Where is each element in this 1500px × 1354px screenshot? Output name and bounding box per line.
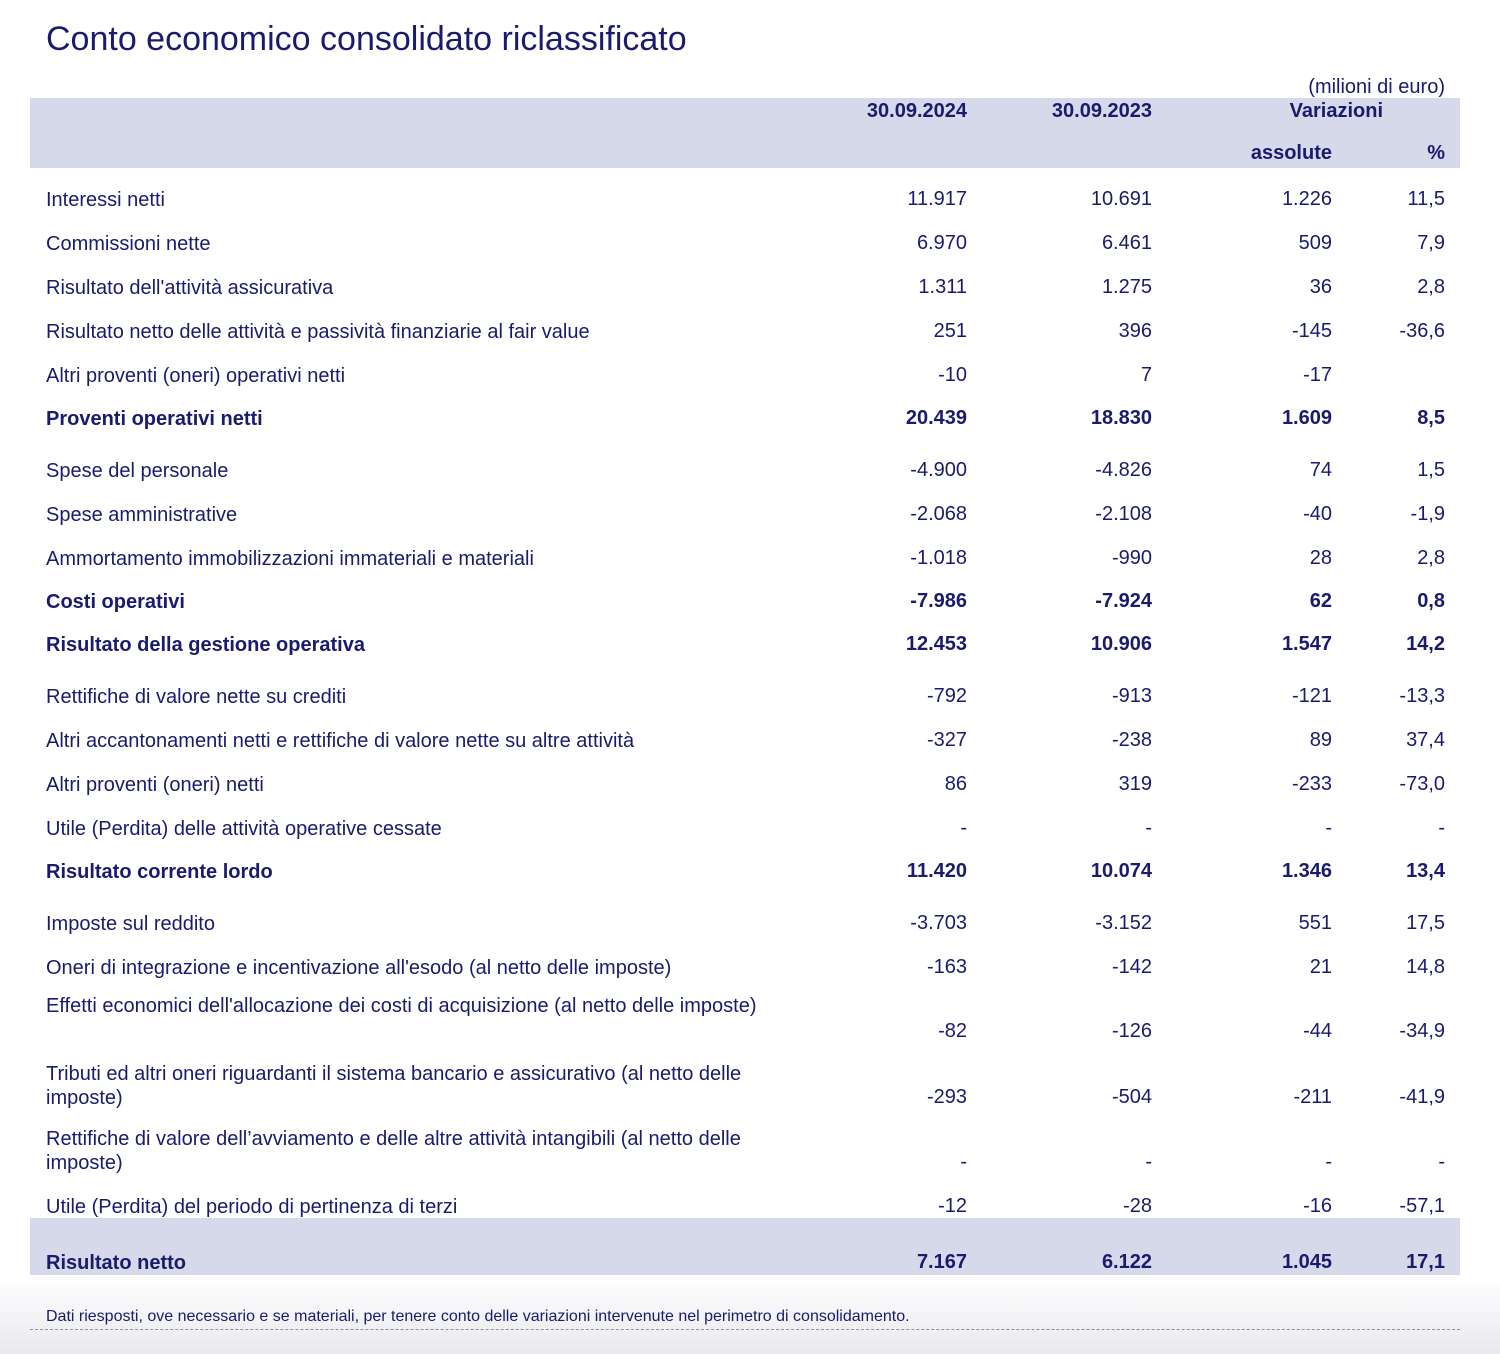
row-label: Altri accantonamenti netti e rettifiche di valore nette su altre attività xyxy=(46,730,635,752)
value-2024: -12 xyxy=(938,1195,967,1217)
value-2023: -142 xyxy=(1111,956,1152,978)
row-label: Altri proventi (oneri) netti xyxy=(46,774,264,796)
value-2023: 10.906 xyxy=(1090,633,1152,655)
variation-percent: - xyxy=(1438,1151,1445,1173)
value-2024: -3.703 xyxy=(910,912,967,934)
row-label: Risultato netto xyxy=(46,1252,186,1274)
row-label: Tributi ed altri oneri riguardanti il sistema bancario e assicurativo (al netto delle imposte) xyxy=(46,1063,742,1109)
value-2023: 6.122 xyxy=(1101,1251,1152,1273)
row-label: Risultato dell'attività assicurativa xyxy=(46,277,334,299)
value-2023: 319 xyxy=(1118,773,1152,795)
variation-percent: 37,4 xyxy=(1406,729,1445,751)
row-label: Commissioni nette xyxy=(46,233,211,255)
value-2023: 10.074 xyxy=(1090,860,1152,882)
value-2023: -28 xyxy=(1123,1195,1152,1217)
value-2023: -990 xyxy=(1111,547,1152,569)
variation-absolute: 1.346 xyxy=(1281,860,1332,882)
variation-percent: 11,5 xyxy=(1407,188,1445,210)
value-2023: - xyxy=(1145,817,1152,839)
row-label: Effetti economici dell'allocazione dei costi di acquisizione (al netto delle imposte) xyxy=(46,995,757,1017)
value-2023: 10.691 xyxy=(1090,188,1152,210)
variation-percent: -57,1 xyxy=(1399,1195,1445,1217)
value-2023: 1.275 xyxy=(1101,276,1152,298)
value-2024: -163 xyxy=(926,956,967,978)
row-label: Ammortamento immobilizzazioni immateriali e materiali xyxy=(46,548,534,570)
value-2023: -7.924 xyxy=(1095,590,1152,612)
value-2023: -126 xyxy=(1111,1020,1152,1042)
row-label: Altri proventi (oneri) operativi netti xyxy=(46,365,346,387)
variation-percent: 1,5 xyxy=(1417,459,1445,481)
value-2023: 18.830 xyxy=(1090,407,1152,429)
value-2024: -1.018 xyxy=(910,547,967,569)
row-label: Utile (Perdita) delle attività operative cessate xyxy=(46,818,442,840)
page-title: Conto economico consolidato riclassificato xyxy=(46,20,687,58)
value-2023: -3.152 xyxy=(1095,912,1152,934)
row-label: Interessi netti xyxy=(46,189,165,211)
value-2024: 11.420 xyxy=(906,860,967,882)
variation-absolute: 1.045 xyxy=(1281,1251,1332,1273)
variation-percent: 7,9 xyxy=(1417,232,1445,254)
variation-percent: -41,9 xyxy=(1399,1086,1445,1108)
value-2024: -10 xyxy=(938,364,967,386)
value-2024: -327 xyxy=(926,729,967,751)
row-label: Rettifiche di valore dell’avviamento e delle altre attività intangibili (al netto delle imposte) xyxy=(46,1128,741,1174)
row-label: Oneri di integrazione e incentivazione all'esodo (al netto delle imposte) xyxy=(46,957,672,979)
variation-absolute: -16 xyxy=(1303,1195,1332,1217)
variation-absolute: 89 xyxy=(1309,729,1332,751)
value-2023: -2.108 xyxy=(1095,503,1152,525)
row-label: Proventi operativi netti xyxy=(46,408,263,430)
value-2023: -913 xyxy=(1111,685,1152,707)
variation-absolute: -145 xyxy=(1291,320,1332,342)
variation-absolute: 1.609 xyxy=(1281,407,1332,429)
value-2024: -7.986 xyxy=(910,590,967,612)
variation-percent: 13,4 xyxy=(1406,860,1445,882)
value-2023: - xyxy=(1145,1151,1152,1173)
variation-absolute: -44 xyxy=(1303,1020,1332,1042)
variation-percent: -36,6 xyxy=(1399,320,1445,342)
variation-percent: 2,8 xyxy=(1417,547,1445,569)
variation-percent: 0,8 xyxy=(1417,590,1445,612)
value-2024: 6.970 xyxy=(916,232,967,254)
variation-percent: -73,0 xyxy=(1399,773,1445,795)
header-2023: 30.09.2023 xyxy=(1051,100,1152,122)
value-2024: -792 xyxy=(926,685,967,707)
variation-percent: -13,3 xyxy=(1399,685,1445,707)
value-2024: -4.900 xyxy=(910,459,967,481)
value-2023: 6.461 xyxy=(1101,232,1152,254)
value-2024: -293 xyxy=(926,1086,967,1108)
unit-label: (milioni di euro) xyxy=(1308,76,1445,98)
variation-percent: -1,9 xyxy=(1410,503,1445,525)
header-variazioni: Variazioni xyxy=(1289,100,1383,122)
value-2023: -238 xyxy=(1111,729,1152,751)
variation-absolute: -121 xyxy=(1291,685,1332,707)
variation-absolute: 28 xyxy=(1309,547,1332,569)
value-2024: 251 xyxy=(933,320,967,342)
variation-absolute: -211 xyxy=(1293,1086,1332,1108)
variation-absolute: 1.547 xyxy=(1281,633,1332,655)
variation-absolute: 36 xyxy=(1309,276,1332,298)
variation-percent: -34,9 xyxy=(1399,1020,1445,1042)
variation-absolute: 74 xyxy=(1309,459,1332,481)
variation-absolute: -40 xyxy=(1303,503,1332,525)
row-label: Risultato corrente lordo xyxy=(46,861,273,883)
variation-percent: - xyxy=(1438,817,1445,839)
value-2024: 1.311 xyxy=(918,276,967,298)
footnote-divider xyxy=(30,1329,1460,1330)
value-2024: -2.068 xyxy=(910,503,967,525)
variation-absolute: 509 xyxy=(1298,232,1332,254)
row-label: Rettifiche di valore nette su crediti xyxy=(46,686,347,708)
variation-absolute: -233 xyxy=(1291,773,1332,795)
value-2024: 86 xyxy=(944,773,967,795)
value-2023: -504 xyxy=(1111,1086,1152,1108)
variation-percent: 14,8 xyxy=(1406,956,1445,978)
variation-absolute: 551 xyxy=(1298,912,1332,934)
variation-absolute: - xyxy=(1325,817,1332,839)
row-label: Costi operativi xyxy=(46,591,185,613)
variation-absolute: -17 xyxy=(1303,364,1332,386)
variation-percent: 14,2 xyxy=(1406,633,1445,655)
value-2024: 7.167 xyxy=(916,1251,967,1273)
variation-absolute: - xyxy=(1325,1151,1332,1173)
row-label: Spese amministrative xyxy=(46,504,238,526)
value-2023: -4.826 xyxy=(1095,459,1152,481)
value-2024: 11.917 xyxy=(907,188,967,210)
value-2024: - xyxy=(960,1151,967,1173)
header-2024: 30.09.2024 xyxy=(866,100,967,122)
row-label: Risultato netto delle attività e passività finanziarie al fair value xyxy=(46,321,590,343)
value-2024: - xyxy=(960,817,967,839)
value-2024: 20.439 xyxy=(905,407,967,429)
header-percent: % xyxy=(1427,142,1445,164)
variation-percent: 17,1 xyxy=(1406,1251,1445,1273)
row-label: Risultato della gestione operativa xyxy=(46,634,365,656)
value-2023: 7 xyxy=(1140,364,1152,386)
row-label: Imposte sul reddito xyxy=(46,913,215,935)
variation-percent: 2,8 xyxy=(1417,276,1445,298)
value-2024: 12.453 xyxy=(905,633,967,655)
header-assolute: assolute xyxy=(1250,142,1332,164)
variation-percent: 17,5 xyxy=(1406,912,1445,934)
variation-percent: 8,5 xyxy=(1417,407,1445,429)
variation-absolute: 1.226 xyxy=(1281,188,1332,210)
value-2024: -82 xyxy=(938,1020,967,1042)
row-label: Utile (Perdita) del periodo di pertinenza di terzi xyxy=(46,1196,458,1218)
footnote: Dati riesposti, ove necessario e se materiali, per tenere conto delle variazioni intervenute nel perimetro di consolidamento. xyxy=(46,1308,910,1325)
variation-absolute: 21 xyxy=(1309,956,1332,978)
value-2023: 396 xyxy=(1118,320,1152,342)
row-label: Spese del personale xyxy=(46,460,229,482)
variation-absolute: 62 xyxy=(1309,590,1332,612)
